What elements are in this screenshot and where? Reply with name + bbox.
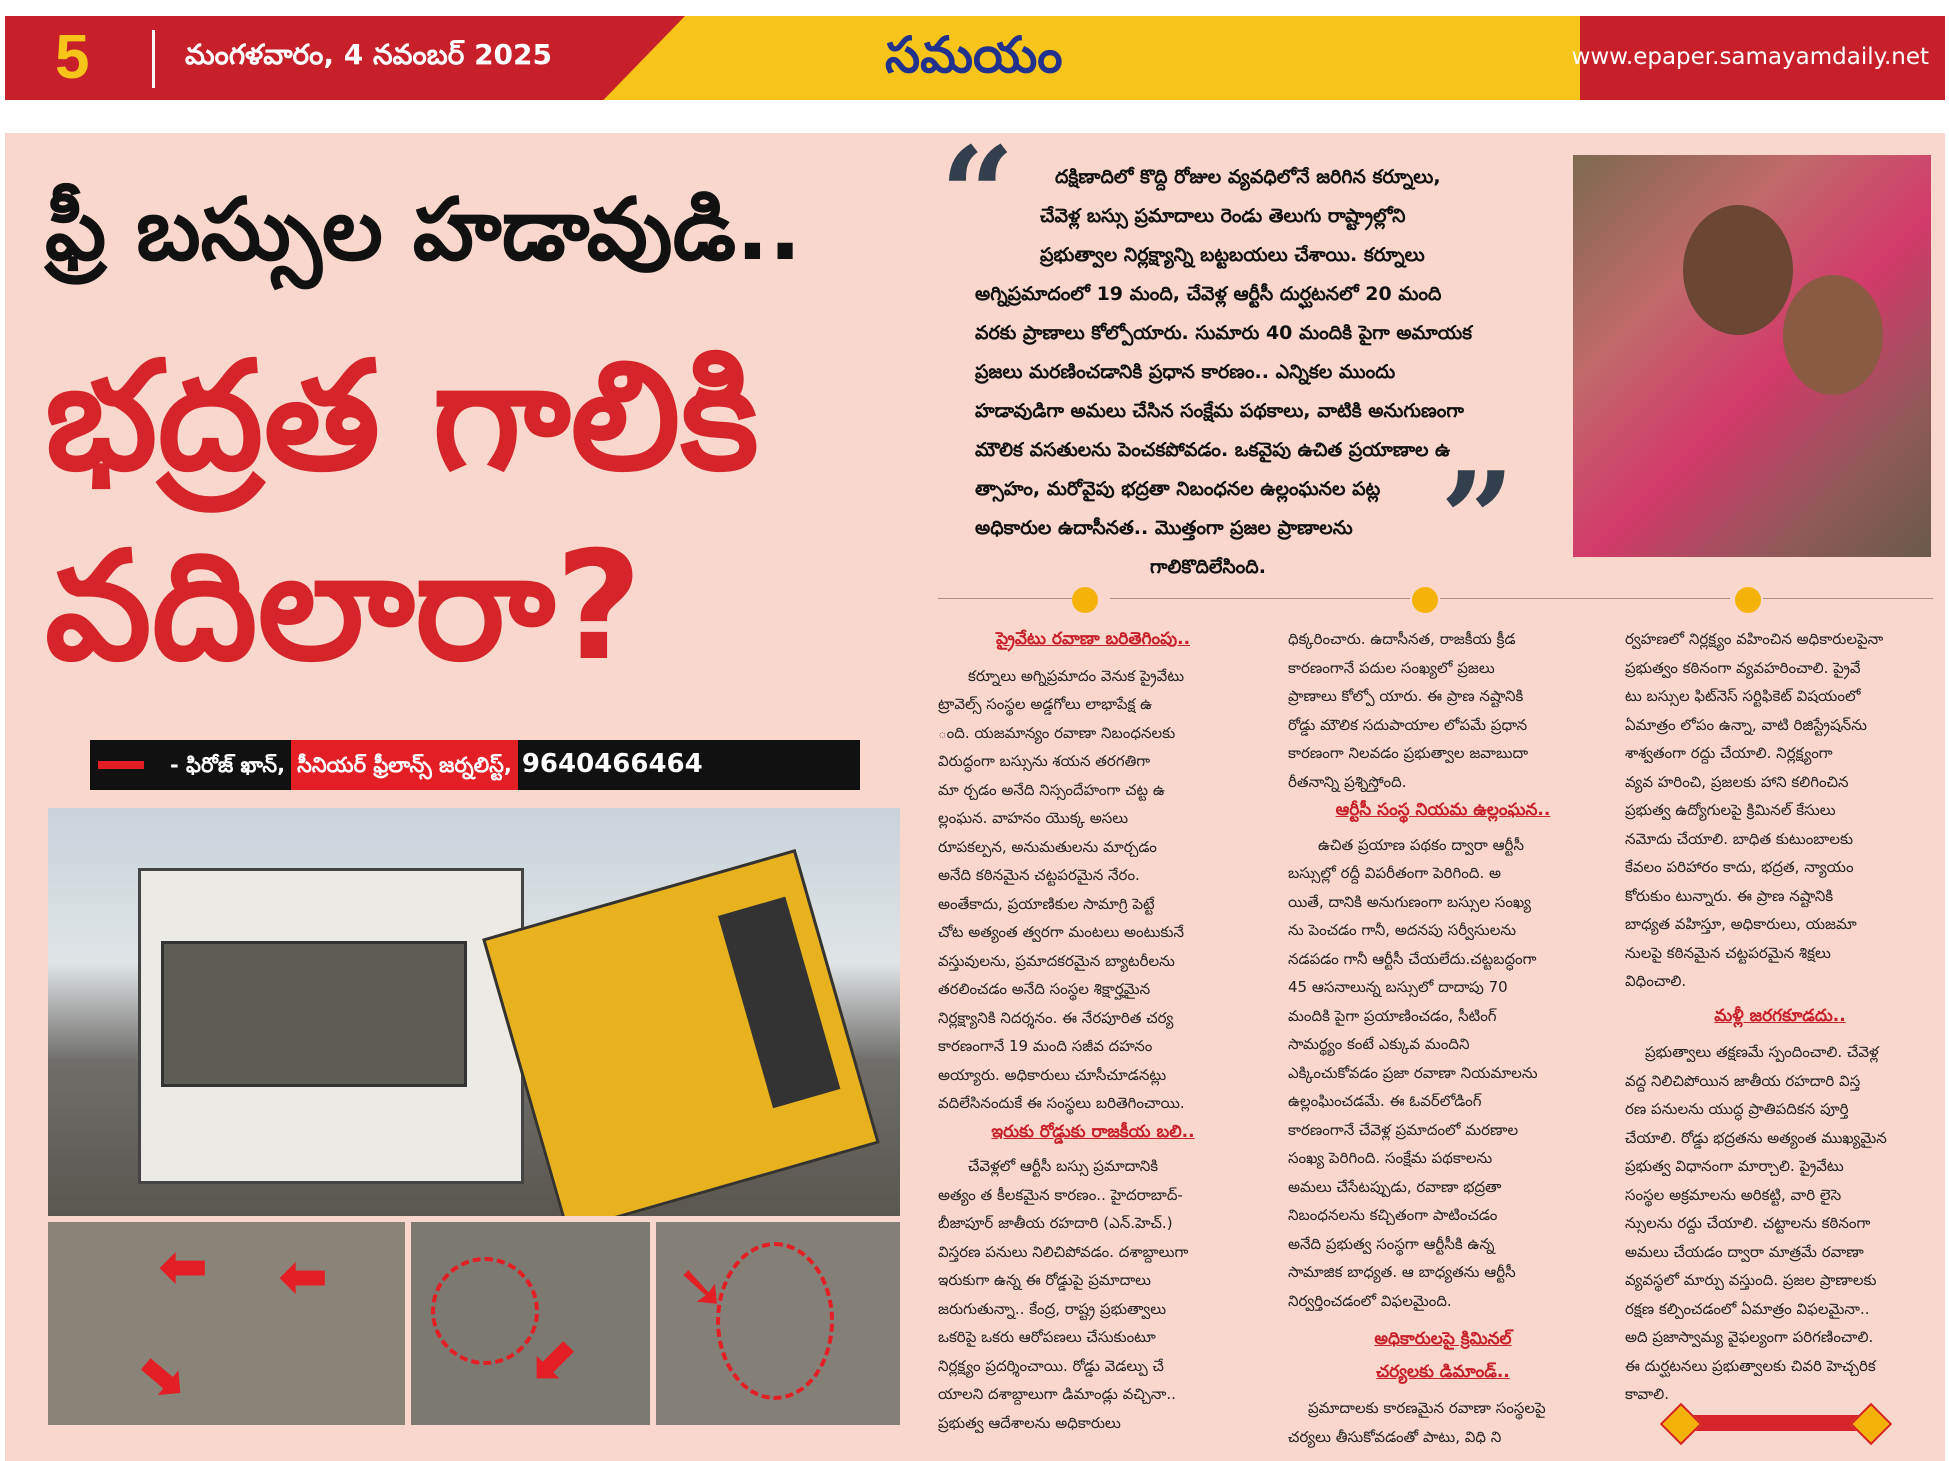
diamond-icon: [1660, 1403, 1702, 1445]
paragraph-line: ఉచిత ప్రయాణ పథకం ద్వారా ఆర్టీసీ: [1318, 835, 1524, 854]
red-arrow-icon: ⬋: [531, 1322, 582, 1392]
article-column-3: [1625, 625, 1935, 1409]
headline-line-2: భద్రత గాలికి: [45, 330, 759, 504]
pull-quote-line: వరకు ప్రాణాలు కోల్పోయారు. సుమారు 40 మందికి పైగా అమాయక: [975, 322, 1473, 344]
article-column-2: [1288, 625, 1598, 1451]
paragraph-line: ంది. యజమాన్యం రవాణా నిబంధనలకు: [938, 723, 1176, 742]
paragraph-line: అమలు చేయడం ద్వారా మాత్రమే రవాణా: [1625, 1242, 1864, 1261]
red-arrow-icon: ⬅: [278, 1242, 329, 1312]
paragraph-line: ఉల్లంఘించడమే. ఈ ఓవర్‌లోడింగ్: [1288, 1092, 1482, 1110]
pull-quote-line: చేవెళ్ల బస్సు ప్రమాదాలు రెండు తెలుగు రాష్ట్రాల్లోని: [1040, 205, 1406, 227]
headline-line-3: వదిలారా?: [45, 520, 643, 694]
paragraph-line: ప్రభుత్వ విధానంగా మార్చాలి. ప్రైవేటు: [1625, 1157, 1844, 1175]
paragraph-line: సామాజిక బాధ్యత. ఆ బాధ్యతను ఆర్టీసీ: [1288, 1263, 1516, 1281]
paragraph-line: కర్నూలు అగ్నిప్రమాదం వెనుక ప్రైవేటు: [968, 666, 1185, 685]
masthead-logo: సమయం: [885, 26, 1063, 84]
grieving-family-photo: [1573, 155, 1931, 557]
paragraph-line: విరుద్ధంగా బస్సును శయన తరగతిగా: [938, 752, 1151, 770]
byline-marker: [90, 740, 152, 790]
paragraph-line: రీతనాన్ని ప్రశ్నిస్తోంది.: [1288, 772, 1407, 791]
paragraph-line: నడపడం గానీ ఆర్టీసీ చేయలేదు.చట్టబద్ధంగా: [1288, 949, 1537, 968]
headline-line-1: ఫ్రీ బస్సుల హడావుడి..: [45, 180, 802, 280]
paragraph-line: యాలని దశాబ్దాలుగా డిమాండ్లు వచ్చినా..: [938, 1385, 1176, 1403]
highlight-circle-icon: [716, 1242, 834, 1400]
subheading: ఆర్టీసీ సంస్థ నియమ ఉల్లంఘన..: [1335, 800, 1551, 820]
paragraph-line: వ్యవస్థలో మార్పు వస్తుంది. ప్రజల ప్రాణాలకు: [1625, 1271, 1877, 1289]
paragraph-line: నిబంధనలను కచ్చితంగా పాటించడం: [1288, 1206, 1498, 1224]
paragraph-line: నులపై కఠినమైన చట్టపరమైన శిక్షలు: [1625, 943, 1831, 962]
subheading: అధికారులపై క్రిమినల్: [1374, 1329, 1512, 1349]
pull-quote-line: దక్షిణాదిలో కొద్ది రోజుల వ్యవధిలోనే జరిగిన కర్నూలు,: [1055, 166, 1441, 188]
paragraph-line: సామర్థ్యం కంటే ఎక్కువ మందిని: [1288, 1035, 1470, 1053]
paragraph-line: విస్తరణ పనులు నిలిచిపోవడం. దశాబ్దాలుగా: [938, 1242, 1189, 1261]
pull-quote-line: గాలికొదిలేసింది.: [1150, 556, 1266, 578]
paragraph-line: తరలించడం అనేది సంస్థల శిక్షార్హమైన: [938, 980, 1151, 998]
paragraph-line: అది ప్రజాస్వామ్య వైఫల్యంగా పరిగణించాలి.: [1625, 1328, 1874, 1346]
divider-dot-icon: [1412, 587, 1438, 613]
author-phone: 9640466464: [518, 740, 860, 790]
pull-quote-line: మౌలిక వసతులను పెంచకపోవడం. ఒకవైపు ఉచిత ప్రయాణాల ఉ: [975, 439, 1451, 461]
paragraph-line: కారణంగానే 19 మంది సజీవ దహనం: [938, 1037, 1153, 1055]
divider-dot-icon: [1735, 587, 1761, 613]
pull-quote-line: ప్రజలు మరణించడానికి ప్రధాన కారణం.. ఎన్నికల ముందు: [975, 361, 1396, 383]
paragraph-line: ఒకరిపై ఒకరు ఆరోపణలు చేసుకుంటూ: [938, 1328, 1156, 1346]
paragraph-line: మా ర్చడం అనేది నిస్సందేహంగా చట్ట ఉ: [938, 780, 1165, 799]
page-number: 5: [55, 23, 90, 92]
paragraph-line: అమలు చేసేటప్పుడు, రవాణా భద్రతా: [1288, 1177, 1502, 1196]
diamond-icon: [1850, 1403, 1892, 1445]
paragraph-line: వస్తువులను, ప్రమాదకరమైన బ్యాటరీలను: [938, 951, 1175, 970]
paragraph-line: ను పెంచడం గానీ, అదనపు సర్వీసులను: [1288, 921, 1517, 939]
bus-wreck: [138, 868, 524, 1184]
paragraph-line: టు బస్సుల ఫిట్‌నెస్ సర్టిఫికెట్ విషయంలో: [1625, 687, 1861, 705]
paragraph-line: అనేది ప్రభుత్వ సంస్థగా ఆర్టీసీకి ఉన్న: [1288, 1234, 1495, 1253]
red-arrow-icon: ⬅: [158, 1232, 209, 1302]
paragraph-line: చోట అత్యంత త్వరగా మంటలు అంటుకునే: [938, 923, 1184, 941]
highlight-circle-icon: [431, 1257, 539, 1365]
paragraph-line: వదిలేసినందుకే ఈ సంస్థలు బరితెగించాయి.: [938, 1094, 1185, 1112]
close-quote-icon: ”: [1440, 443, 1515, 596]
paragraph-line: నిర్వర్తించడంలో విఫలమైంది.: [1288, 1291, 1452, 1310]
paragraph-line: బస్సుల్లో రద్దీ విపరీతంగా పెరిగింది. అ: [1288, 864, 1501, 882]
paragraph-line: కారణంగానే పదుల సంఖ్యలో ప్రజలు: [1288, 658, 1495, 677]
paragraph-line: రోడ్డు మౌలిక సదుపాయాల లోపమే ప్రధాన: [1288, 715, 1528, 734]
paragraph-line: ట్రావెల్స్ సంస్థల అడ్డగోలు లాభాపేక్ష ఉ: [938, 695, 1153, 713]
pull-quote-line: అగ్నిప్రమాదంలో 19 మంది, చేవెళ్ల ఆర్టీసీ దుర్ఘటనలో 20 మంది: [975, 283, 1442, 305]
pull-quote-line: హడావుడిగా అమలు చేసిన సంక్షేమ పథకాలు, వాటికి అనుగుణంగా: [975, 400, 1464, 422]
paragraph-line: 45 ఆసనాలున్న బస్సులో దాదాపు 70: [1288, 978, 1508, 996]
paragraph-line: వద్ద నిలిచిపోయిన జాతీయ రహదారి విస్త: [1625, 1071, 1861, 1090]
pull-quote-line: ప్రభుత్వాల నిర్లక్ష్యాన్ని బట్టబయలు చేశాయి. కర్నూలు: [1040, 244, 1425, 266]
subheading: చర్యలకు డిమాండ్..: [1376, 1361, 1510, 1382]
paragraph-line: నిర్లక్ష్యం ప్రదర్శించాయి. రోడ్డు వెడల్పు చే: [938, 1356, 1164, 1375]
article-end-mark: [1660, 1407, 1890, 1439]
rescue-photo-1: [48, 1222, 405, 1425]
paragraph-line: రూపకల్పన, అనుమతులను మార్చడం: [938, 837, 1157, 856]
paragraph-line: నిర్లక్ష్యానికి నిదర్శనం. ఈ నేరపూరిత చర్య: [938, 1008, 1174, 1027]
pull-quote-line: త్సాహం, మరోవైపు భద్రతా నిబంధనల ఉల్లంఘనల పట్ల: [975, 478, 1381, 500]
article-column-1: [938, 625, 1248, 1437]
divider-dot-icon: [1072, 587, 1098, 613]
paragraph-line: చేయాలి. రోడ్డు భద్రతను అత్యంత ముఖ్యమైన: [1625, 1128, 1887, 1147]
divider-rule: [1440, 598, 1730, 599]
paragraph-line: యితే, దానికి అనుగుణంగా బస్సుల సంఖ్య: [1288, 892, 1531, 911]
paragraph-line: రక్షణ కల్పించడంలో ఏమాత్రం విఫలమైనా..: [1625, 1299, 1870, 1318]
paragraph-line: వ్యవ హరించి, ప్రజలకు హాని కలిగించిన: [1625, 772, 1849, 791]
paragraph-line: సంఖ్య పెరిగింది. సంక్షేమ పథకాలను: [1288, 1149, 1493, 1167]
divider-rule: [1763, 598, 1933, 599]
red-arrow-icon: ➘: [676, 1252, 727, 1322]
divider-rule: [938, 598, 1078, 599]
paragraph-line: న్సులను రద్దు చేయాలి. చట్టాలను కఠినంగా: [1625, 1214, 1871, 1232]
open-quote-icon: “: [940, 118, 1015, 271]
issue-date: మంగళవారం, 4 నవంబర్ 2025: [185, 38, 553, 71]
paragraph-line: నమోదు చేయాలి. బాధిత కుటుంబాలకు: [1625, 829, 1854, 848]
paragraph-line: కోరుకుం టున్నారు. ఈ ప్రాణ నష్టానికి: [1625, 886, 1834, 905]
paragraph-line: బాధ్యత వహిస్తూ, అధికారులు, యజమా: [1625, 915, 1857, 933]
page-header: [5, 16, 1945, 100]
divider-rule: [1110, 598, 1410, 599]
paragraph-line: కారణంగా నిలవడం ప్రభుత్వాల జవాబుదా: [1288, 744, 1529, 762]
paragraph-line: ఎక్కించుకోవడం ప్రజా రవాణా నియమాలను: [1288, 1063, 1538, 1082]
header-divider: [152, 30, 155, 88]
paragraph-line: ధిక్కరించారు. ఉదాసీనత, రాజకీయ క్రీడ: [1288, 630, 1516, 648]
byline: [90, 740, 860, 790]
red-arrow-icon: ➡: [121, 1334, 205, 1420]
rescue-photo-2: [411, 1222, 650, 1425]
subheading: ప్రైవేటు రవాణా బరితెగింపు..: [995, 629, 1191, 649]
paragraph-line: అత్యం త కీలకమైన కారణం.. హైదరాబాద్-: [938, 1185, 1183, 1204]
rescue-photo-3: [656, 1222, 900, 1425]
paragraph-line: ప్రభుత్వ ఆదేశాలను అధికారులు: [938, 1413, 1121, 1432]
paragraph-line: అంతేకాదు, ప్రయాణికుల సామాగ్రి పెట్టే: [938, 894, 1155, 913]
paragraph-line: ప్రాణాలు కోల్పో యారు. ఈ ప్రాణ నష్టానికి: [1288, 687, 1524, 705]
accident-photo: [48, 808, 900, 1216]
paragraph-line: రణ పనులను యుద్ధ ప్రాతిపదికన పూర్తి: [1625, 1100, 1849, 1118]
paragraph-line: ర్వహణలో నిర్లక్ష్యం వహించిన అధికారులపైనా: [1625, 630, 1884, 648]
paragraph-line: కారణంగానే చేవెళ్ల ప్రమాదంలో మరణాల: [1288, 1120, 1519, 1139]
paragraph-line: బీజాపూర్ జాతీయ రహదారి (ఎన్.హెచ్.): [938, 1214, 1173, 1232]
subheading: మళ్లీ జరగకూడదు..: [1714, 1005, 1846, 1026]
paragraph-line: ఏమాత్రం లోపం ఉన్నా, వాటి రిజిస్ట్రేషన్‌ను: [1625, 715, 1867, 734]
paragraph-line: జరుగుతున్నా.. కేంద్ర, రాష్ట్ర ప్రభుత్వాలు: [938, 1299, 1167, 1318]
tipper-truck: [482, 849, 880, 1216]
paragraph-line: చేవెళ్లలో ఆర్టీసీ బస్సు ప్రమాదానికి: [968, 1157, 1159, 1175]
author-name: - ఫిరోజ్ ఖాన్,: [152, 740, 291, 790]
subheading: ఇరుకు రోడ్డుకు రాజకీయ బలి..: [991, 1121, 1195, 1142]
paragraph-line: కేవలం పరిహారం కాదు, భద్రత, న్యాయం: [1625, 858, 1854, 876]
paragraph-line: ప్రభుత్వ ఉద్యోగులపై క్రిమినల్ కేసులు: [1625, 801, 1836, 819]
pull-quote-line: అధికారుల ఉదాసీనత.. మొత్తంగా ప్రజల ప్రాణాలను: [975, 517, 1353, 539]
paragraph-line: ఇరుకుగా ఉన్న ఈ రోడ్డుపై ప్రమాదాలు: [938, 1271, 1151, 1289]
paragraph-line: సంస్థల అక్రమాలను అరికట్టి, వారి లైసె: [1625, 1185, 1842, 1204]
paragraph-line: కావాలి.: [1625, 1385, 1670, 1403]
paragraph-line: చర్యలు తీసుకోవడంతో పాటు, విధి ని: [1288, 1427, 1502, 1446]
paragraph-line: ల్లంఘన. వాహనం యొక్క అసలు: [938, 809, 1129, 827]
paragraph-line: ఈ దుర్ఘటనలు ప్రభుత్వాలకు చివరి హెచ్చరిక: [1625, 1356, 1876, 1375]
paragraph-line: ప్రమాదాలకు కారణమైన రవాణా సంస్థలపై: [1308, 1399, 1546, 1417]
paragraph-line: అనేది కఠినమైన చట్టపరమైన నేరం.: [938, 866, 1140, 884]
paragraph-line: మందికి పైగా ప్రయాణించడం, సీటింగ్: [1288, 1006, 1497, 1025]
author-role: సీనియర్ ఫ్రీలాన్స్ జర్నలిస్ట్,: [291, 740, 518, 790]
epaper-url: www.epaper.samayamdaily.net: [1571, 44, 1929, 70]
paragraph-line: ప్రభుత్వాలు తక్షణమే స్పందించాలి. చేవెళ్ల: [1645, 1043, 1879, 1061]
paragraph-line: అయ్యారు. అధికారులు చూసీచూడనట్లు: [938, 1065, 1167, 1084]
paragraph-line: విధించాలి.: [1625, 972, 1687, 990]
paragraph-line: ప్రభుత్వం కఠినంగా వ్యవహరించాలి. ప్రైవే: [1625, 658, 1861, 677]
paragraph-line: శాశ్వతంగా రద్దు చేయాలి. నిర్లక్ష్యంగా: [1625, 744, 1833, 762]
